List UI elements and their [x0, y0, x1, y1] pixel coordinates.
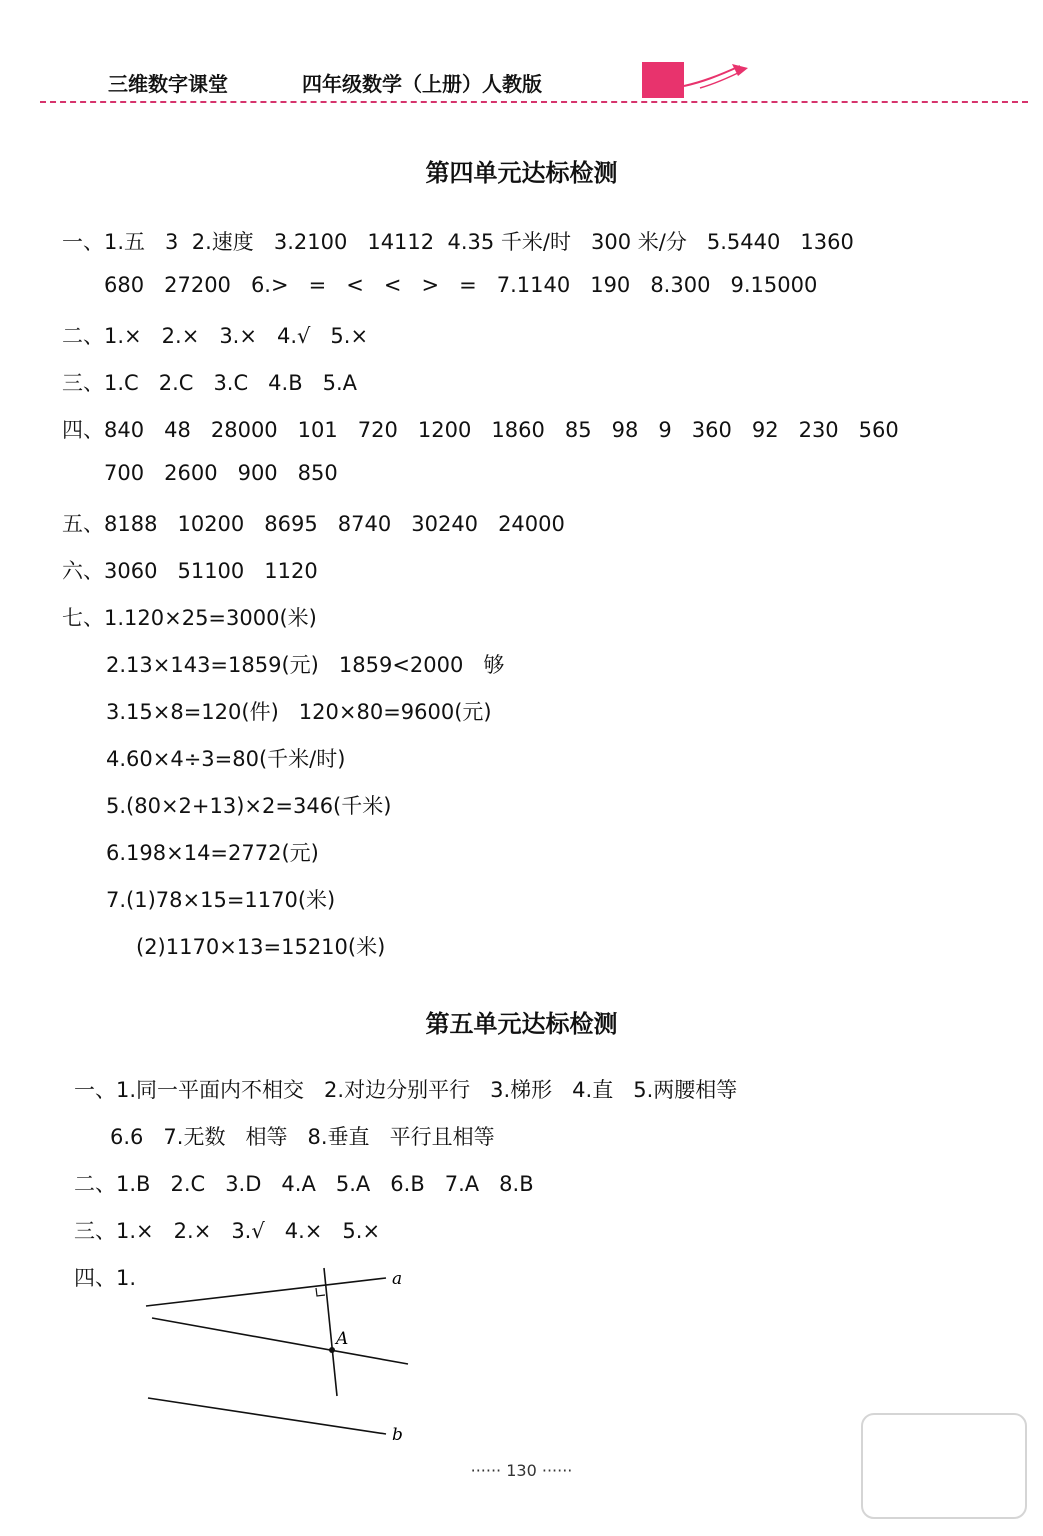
- unit4-line: 3.15×8=120(件) 120×80=9600(元): [106, 700, 492, 724]
- unit4-line: 2.13×143=1859(元) 1859<2000 够: [106, 653, 505, 677]
- unit4-title: 第四单元达标检测: [425, 159, 618, 187]
- unit4-line: 五、8188 10200 8695 8740 30240 24000: [62, 512, 565, 536]
- unit4-line: 6.198×14=2772(元): [106, 841, 319, 865]
- unit4-line: 三、1.C 2.C 3.C 4.B 5.A: [62, 371, 358, 395]
- unit4-line: (2)1170×13=15210(米): [136, 935, 386, 959]
- unit4-line: 七、1.120×25=3000(米): [62, 606, 317, 630]
- unit5-line: 6.6 7.无数 相等 8.垂直 平行且相等: [110, 1125, 495, 1149]
- point-a-label: A: [336, 1329, 349, 1349]
- unit4-line: 680 27200 6.> = < < > = 7.1140 190 8.300 9.15000: [104, 273, 818, 297]
- series-name: 三维数字课堂: [108, 72, 228, 96]
- point-a-dot: [329, 1347, 335, 1353]
- right-angle-mark: [316, 1288, 325, 1296]
- unit4-line: 4.60×4÷3=80(千米/时): [106, 747, 346, 771]
- page-header: [0, 0, 1043, 110]
- unit4-line: 六、3060 51100 1120: [62, 559, 318, 583]
- unit4-line: 一、1.五 3 2.速度 3.2100 14112 4.35 千米/时 300 米/分 5.5440 1360: [62, 230, 854, 254]
- unit5-line: 四、1.: [74, 1266, 137, 1290]
- unit5-line: 一、1.同一平面内不相交 2.对边分别平行 3.梯形 4.直 5.两腰相等: [74, 1078, 738, 1102]
- header-dashed-rule: [40, 101, 1028, 103]
- line-b: [148, 1398, 386, 1434]
- unit5-line: 三、1.× 2.× 3.√ 4.× 5.×: [74, 1219, 381, 1243]
- unit4-line: 700 2600 900 850: [104, 461, 338, 485]
- geometry-figure: [130, 1262, 420, 1452]
- unit5-line: 二、1.B 2.C 3.D 4.A 5.A 6.B 7.A 8.B: [74, 1172, 534, 1196]
- unit4-line: 二、1.× 2.× 3.× 4.√ 5.×: [62, 324, 369, 348]
- line-a-label: a: [392, 1269, 403, 1289]
- slanted-line: [152, 1318, 408, 1364]
- line-a: [146, 1278, 386, 1306]
- unit4-line: 四、840 48 28000 101 720 1200 1860 85 98 9 360 92 230 560: [62, 418, 899, 442]
- book-title: 四年级数学（上册）人教版: [302, 72, 542, 96]
- watermark-logo-icon: [858, 1410, 1030, 1522]
- unit5-title: 第五单元达标检测: [425, 1010, 618, 1038]
- unit4-line: 7.(1)78×15=1170(米): [106, 888, 336, 912]
- page-number: ······ 130 ······: [470, 1461, 573, 1480]
- line-b-label: b: [392, 1425, 403, 1445]
- rocket-logo-icon: [640, 60, 750, 102]
- unit4-line: 5.(80×2+13)×2=346(千米): [106, 794, 392, 818]
